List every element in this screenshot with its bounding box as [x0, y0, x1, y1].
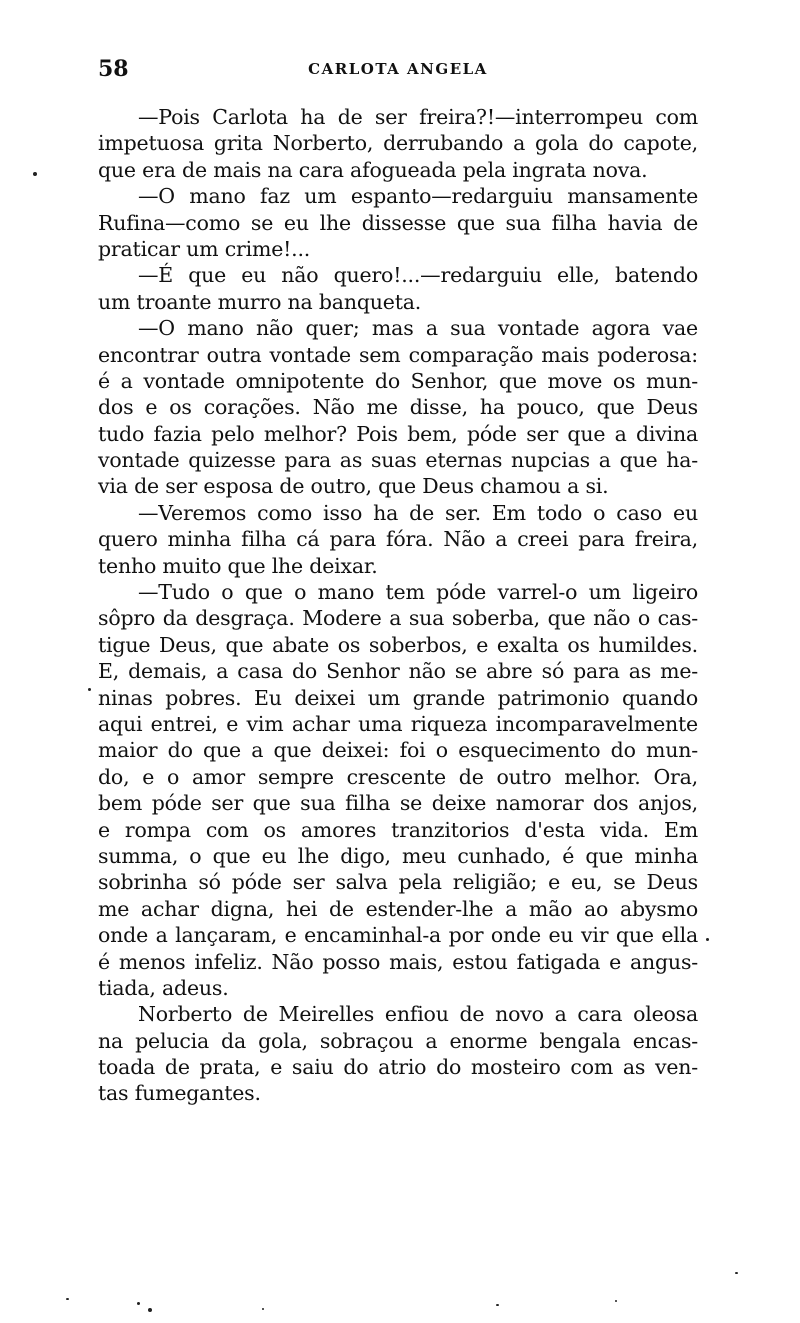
text-line: tas fumegantes. — [98, 1081, 261, 1106]
scan-speck — [66, 1298, 69, 1300]
text-line: —Pois Carlota ha de ser freira?!—interrompeu com — [138, 105, 698, 129]
text-line: impetuosa grita Norberto, derrubando a gola do capote, — [98, 131, 698, 156]
scan-speck — [137, 1302, 140, 1305]
text-line: tudo fazia pelo melhor? Pois bem, póde ser que a divina — [98, 421, 698, 446]
text-line: tiada, adeus. — [98, 975, 229, 1000]
text-line: e rompa com os amores tranzitorios d'esta vida. Em — [98, 817, 698, 842]
text-line: que era de mais na cara afogueada pela ingrata nova. — [98, 157, 648, 182]
text-line: aqui entrei, e vim achar uma riqueza incomparavelmente — [98, 711, 698, 736]
text-line: Norberto de Meirelles enfiou de novo a cara oleosa — [138, 1002, 698, 1027]
scan-speck — [706, 938, 709, 941]
text-line: via de ser esposa de outro, que Deus chamou a si. — [98, 474, 609, 499]
text-line: dos e os corações. Não me disse, ha pouco, que Deus — [98, 395, 698, 420]
text-line: do, e o amor sempre crescente de outro melhor. Ora, — [98, 764, 698, 789]
text-line: me achar digna, hei de estender-lhe a mão ao abysmo — [98, 896, 698, 921]
text-line: sôpro da desgraça. Modere a sua soberba, que não o cas- — [98, 606, 698, 631]
text-line: vontade quizesse para as suas eternas nupcias a que ha- — [98, 448, 698, 473]
scan-speck — [148, 1308, 152, 1312]
text-line: toada de prata, e saiu do atrio do mosteiro com as ven- — [98, 1055, 698, 1080]
scan-speck — [262, 1308, 264, 1310]
page-number: 58 — [98, 56, 129, 82]
text-line: ninas pobres. Eu deixei um grande patrimonio quando — [98, 685, 698, 710]
text-line: maior do que a que deixei: foi o esquecimento do mun- — [98, 738, 698, 763]
text-line: —O mano faz um espanto—redarguiu mansamente — [138, 184, 698, 209]
text-line: summa, o que eu lhe digo, meu cunhado, é que minha — [98, 843, 698, 868]
scan-speck — [496, 1304, 499, 1306]
text-line: quero minha filha cá para fóra. Não a creei para freira, — [98, 527, 698, 552]
text-line: onde a lançaram, e encaminhal-a por onde eu vir que ella — [98, 923, 698, 948]
text-line: um troante murro na banqueta. — [98, 289, 422, 314]
text-line: encontrar outra vontade sem comparação mais poderosa: — [98, 342, 698, 367]
scan-speck — [615, 1300, 617, 1302]
running-title: CARLOTA ANGELA — [308, 60, 488, 78]
scan-speck — [33, 172, 37, 176]
body-text — [98, 104, 698, 1107]
text-line: praticar um crime!... — [98, 236, 311, 261]
text-line: sobrinha só póde ser salva pela religião; e eu, se Deus — [98, 870, 698, 895]
text-line: —Veremos como isso ha de ser. Em todo o caso eu — [138, 500, 698, 525]
text-line: —É que eu não quero!...—redarguiu elle, batendo — [138, 263, 698, 288]
text-line: tigue Deus, que abate os soberbos, e exalta os humildes. — [98, 632, 698, 657]
scan-speck — [735, 1272, 738, 1274]
text-line: tenho muito que lhe deixar. — [98, 553, 378, 578]
page-header — [98, 56, 698, 86]
scan-speck — [88, 688, 91, 691]
text-line: é a vontade omnipotente do Senhor, que move os mun- — [98, 368, 698, 393]
text-line: bem póde ser que sua filha se deixe namorar dos anjos, — [98, 791, 698, 816]
text-line: na pelucia da gola, sobraçou a enorme bengala encas- — [98, 1028, 698, 1053]
text-line: Rufina—como se eu lhe dissesse que sua filha havia de — [98, 210, 698, 235]
text-line: E, demais, a casa do Senhor não se abre só para as me- — [98, 659, 698, 684]
text-line: é menos infeliz. Não posso mais, estou fatigada e angus- — [98, 949, 698, 974]
text-line: —Tudo o que o mano tem póde varrel-o um ligeiro — [138, 580, 698, 605]
text-line: —O mano não quer; mas a sua vontade agora vae — [138, 316, 698, 341]
